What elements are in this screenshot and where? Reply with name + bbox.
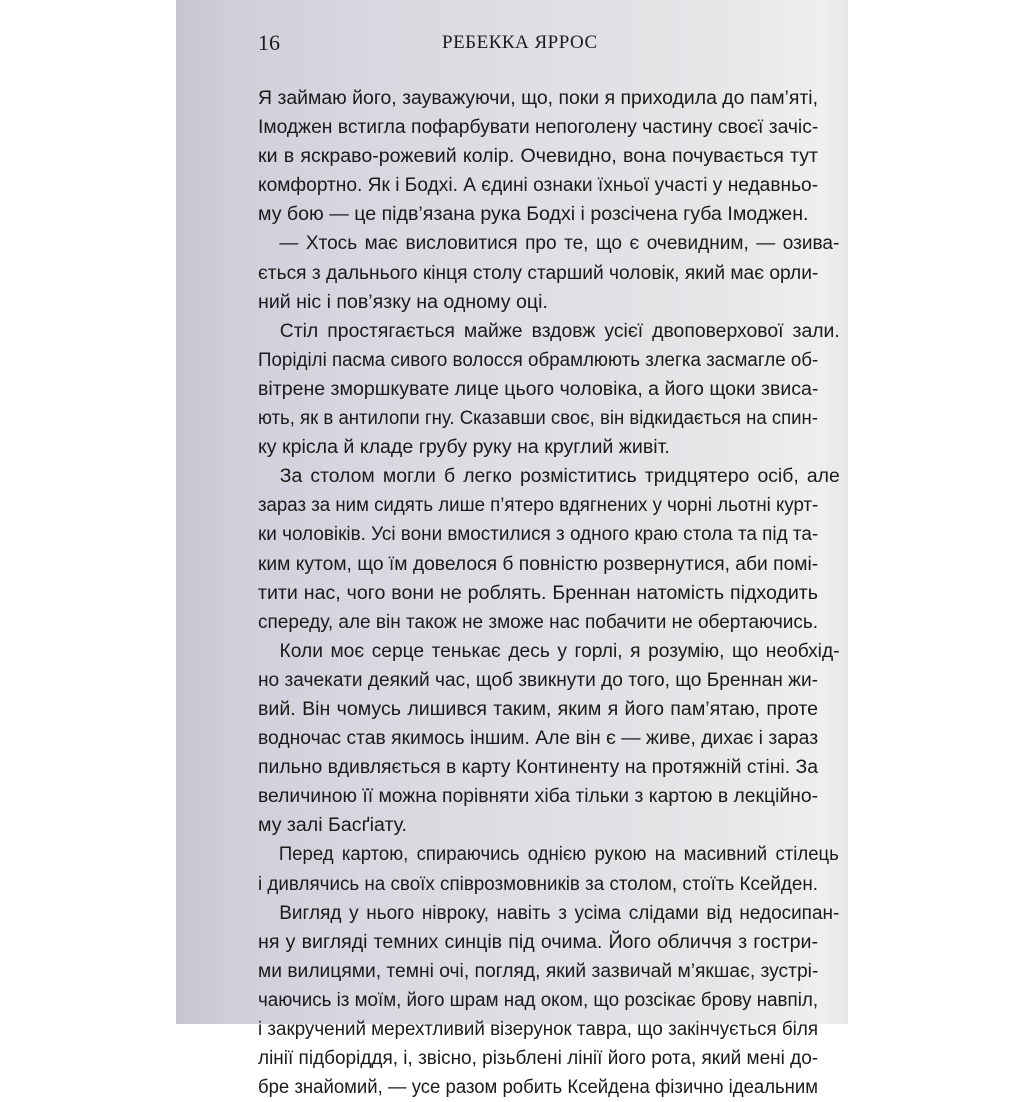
text-line: ня у вигляді темних синців під очима. Його обличчя з гостри- — [258, 930, 818, 953]
paragraph — [258, 84, 818, 229]
text-line: му бою — це підв’язана рука Бодхі і розсічена губа Імоджен. — [258, 203, 809, 226]
text-line: Імоджен встигла пофарбувати непоголену частину своєї зачіс- — [258, 116, 819, 139]
paragraph — [258, 637, 840, 841]
text-line: тити нас, чого вони не роблять. Бреннан натомість підходить — [258, 581, 818, 604]
text-line: ку крісла й кладе грубу руку на круглий живіт. — [258, 436, 670, 459]
text-line: вітрене зморшкувате лице цього чоловіка, а його щоки звиса- — [258, 377, 819, 400]
text-line: му залі Басґіату. — [258, 814, 407, 837]
text-line: вий. Він чомусь лишився таким, яким я його пам’ятаю, проте — [258, 697, 818, 720]
text-line: ється з дальнього кінця столу старший чоловік, який має орли- — [258, 261, 819, 284]
text-line: Стіл простягається майже вздовж усієї двоповерхової зали. — [279, 319, 840, 342]
text-line: водночас став якимось іншим. Але він є — живе, дихає і зараз — [258, 727, 819, 750]
text-line: Я займаю його, зауважуючи, що, поки я приходила до пам’яті, — [258, 87, 818, 109]
paragraph — [258, 462, 840, 637]
text-line: ють, як в антилопи гну. Сказавши своє, він відкидається на спин- — [258, 407, 818, 430]
text-line: пильно вдивляється в карту Континенту на протяжній стіні. За — [258, 756, 818, 779]
text-line: ки в яскраво-рожевий колір. Очевидно, вона почувається тут — [258, 145, 818, 168]
text-line: но зачекати деякий час, щоб звикнути до того, що Бреннан жи- — [258, 668, 818, 691]
text-line: Поріділі пасма сивого волосся обрамлюють злегка засмагле об- — [258, 348, 819, 371]
paragraph — [258, 317, 840, 462]
body-text — [258, 84, 840, 1102]
text-line: ний ніс і пов’язку на одному оці. — [258, 290, 548, 313]
text-line: лінії підборіддя, і, звісно, різьблені лінії його рота, який мені до- — [258, 1047, 819, 1070]
text-line: величиною її можна порівняти хіба тільки з картою в лекційно- — [258, 785, 818, 808]
text-line: За столом могли б легко розміститись тридцятеро осіб, але — [279, 465, 840, 488]
text-line: Перед картою, спираючись однією рукою на масивний стілець — [278, 843, 839, 866]
text-line: комфортно. Як і Бодхі. А єдині ознаки їхньої участі у недавньо- — [258, 174, 819, 197]
paragraph — [258, 229, 840, 316]
paragraph — [258, 840, 839, 898]
text-line: Коли моє серце тенькає десь у горлі, я розумію, що необхід- — [279, 639, 840, 662]
text-line: чаючись із моїм, його шрам над оком, що розсікає брову навпіл, — [258, 988, 819, 1011]
book-author: РЕБЕККА ЯРРОС — [442, 32, 598, 53]
book-page — [176, 0, 848, 1099]
text-line: ким кутом, що їм довелося б повністю розвернутися, аби помі- — [258, 552, 819, 575]
text-line: спереду, але він також не зможе нас побачити не обертаючись. — [258, 610, 819, 633]
running-header — [258, 30, 818, 60]
paragraph — [258, 899, 840, 1102]
text-line: ми вилицями, темні очі, погляд, який зазвичай м’якшає, зустрі- — [258, 959, 819, 982]
text-line: і закручений мерехтливий візерунок тавра, що закінчується біля — [258, 1018, 818, 1040]
text-line: і дивлячись на своїх співрозмовників за столом, стоїть Ксейден. — [258, 872, 818, 895]
text-line: бре знайомий, — усе разом робить Ксейдена фізично ідеальним — [258, 1076, 818, 1099]
text-line: Вигляд у нього нівроку, навіть з усіма слідами від недосипан- — [279, 901, 840, 924]
text-line: зараз за ним сидять лише п’ятеро вдягнених у чорні льотні курт- — [258, 494, 819, 517]
text-line: ки чоловіків. Усі вони вмостилися з одного краю стола та під та- — [258, 523, 819, 546]
text-line: — Хтось має висловитися про те, що є очевидним, — озива- — [279, 232, 840, 255]
page-number: 16 — [258, 30, 280, 55]
